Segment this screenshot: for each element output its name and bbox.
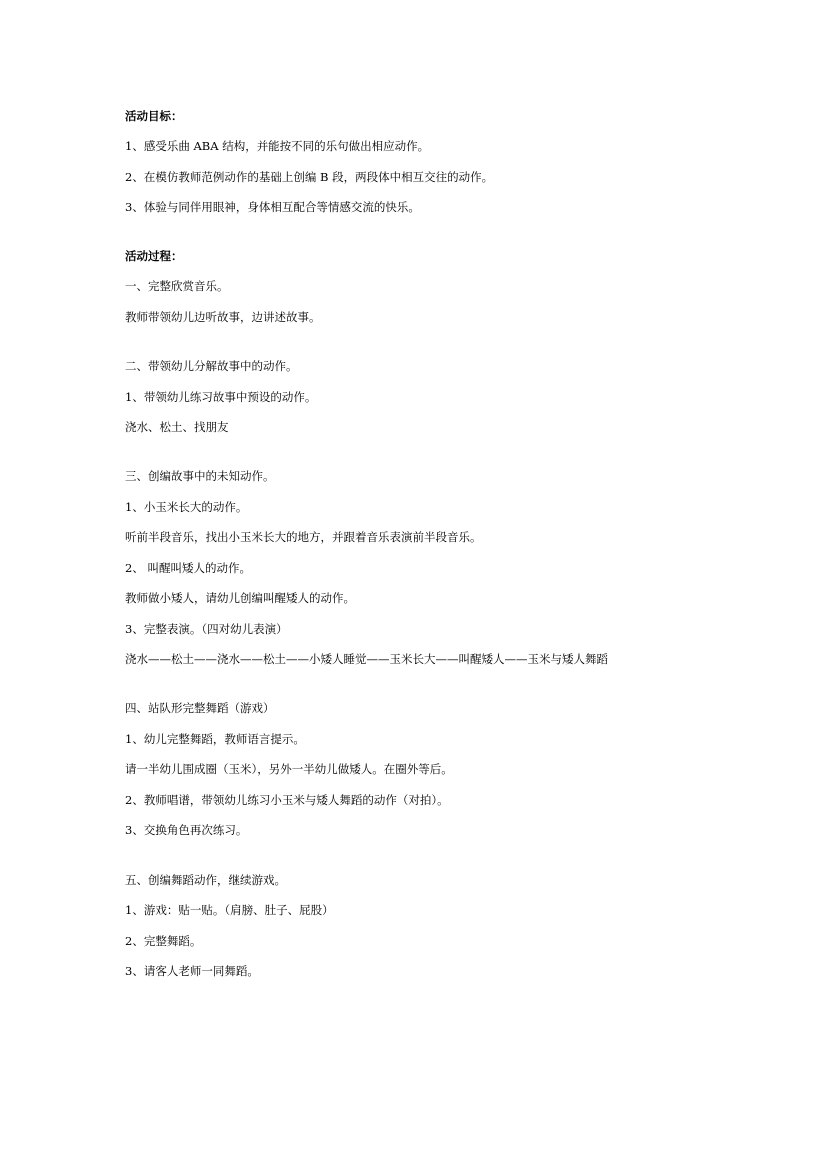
part3-line: 听前半段音乐，找出小玉米长大的地方，并跟着音乐表演前半段音乐。 — [125, 530, 482, 544]
goals-heading: 活动目标： — [125, 109, 183, 123]
part5-line: 2、完整舞蹈。 — [125, 934, 202, 948]
part3-line: 1、小玉米长大的动作。 — [125, 500, 248, 514]
goal-item-1: 1、感受乐曲 ABA 结构，并能按不同的乐句做出相应动作。 — [125, 139, 430, 153]
part4-line: 3、交换角色再次练习。 — [125, 823, 248, 837]
part3-line: 浇水——松土——浇水——松土——小矮人睡觉——玉米长大——叫醒矮人——玉米与矮人舞蹈 — [125, 652, 608, 666]
part3-line: 教师做小矮人，请幼儿创编叫醒矮人的动作。 — [125, 591, 355, 605]
part5-line: 3、请客人老师一同舞蹈。 — [125, 964, 259, 978]
part5-line: 1、游戏：贴一贴。（肩膀、肚子、屁股） — [125, 903, 334, 917]
part3-title: 三、创编故事中的未知动作。 — [125, 469, 275, 483]
part4-title: 四、站队形完整舞蹈（游戏） — [125, 701, 275, 715]
part3-line: 3、完整表演。（四对幼儿表演） — [125, 622, 288, 636]
part1-line: 教师带领幼儿边听故事，边讲述故事。 — [125, 310, 321, 324]
part4-line: 1、幼儿完整舞蹈，教师语言提示。 — [125, 732, 305, 746]
process-heading: 活动过程： — [125, 249, 183, 263]
part2-line: 浇水、松土、找朋友 — [125, 420, 229, 434]
part4-line: 2、教师唱谱，带领幼儿练习小玉米与矮人舞蹈的动作（对拍）。 — [125, 793, 449, 807]
part3-line: 2、 叫醒叫矮人的动作。 — [125, 561, 251, 575]
part1-title: 一、完整欣赏音乐。 — [125, 279, 229, 293]
part4-line: 请一半幼儿围成圈（玉米），另外一半幼儿做矮人。在圈外等后。 — [125, 762, 453, 776]
part2-title: 二、带领幼儿分解故事中的动作。 — [125, 359, 298, 373]
goal-item-3: 3、体验与同伴用眼神，身体相互配合等情感交流的快乐。 — [125, 200, 420, 214]
part2-line: 1、带领幼儿练习故事中预设的动作。 — [125, 390, 317, 404]
part5-title: 五、创编舞蹈动作，继续游戏。 — [125, 873, 286, 887]
goal-item-2: 2、在模仿教师范例动作的基础上创编 B 段，两段体中相互交往的动作。 — [125, 170, 494, 184]
